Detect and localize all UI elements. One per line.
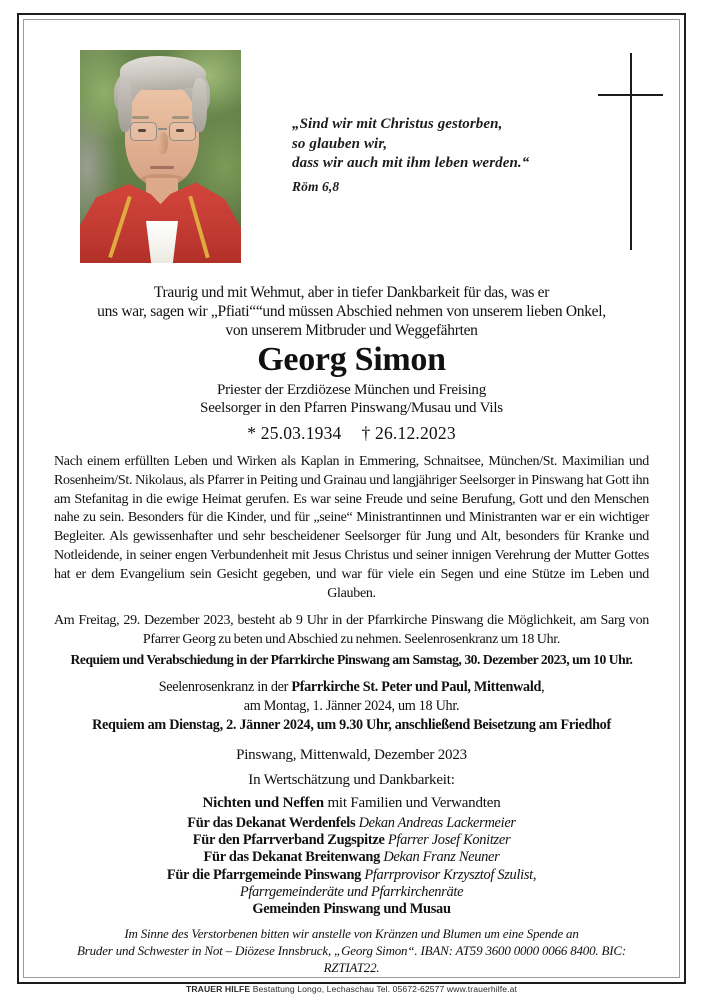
tribute-line: Für den Pfarrverband Zugspitze Pfarrer Josef Konitzer: [192, 832, 511, 849]
funeral-home-brand: TRAUER HILFE: [186, 983, 251, 994]
intro-text: [54, 283, 649, 340]
quote-line: dass wir auch mit ihm leben werden.“: [292, 155, 530, 171]
communities-line: Gemeinden Pinswang und Musau: [252, 900, 451, 917]
place-dateline: Pinswang, Mittenwald, Dezember 2023: [236, 746, 467, 763]
rosary-mittenwald-line: Seelenrosenkranz in der Pfarrkirche St. Peter und Paul, Mittenwald,: [158, 678, 545, 695]
donation-line: Bruder und Schwester in Not – Diözese Innsbruck, „Georg Simon“. IBAN: AT59 3600 0000 0066 8400. BIC: RZTIAT22.: [77, 942, 626, 975]
portrait-glasses-bridge: [158, 128, 167, 130]
requiem-mittenwald-line: Requiem am Dienstag, 2. Jänner 2024, um 9.30 Uhr, anschließend Beisetzung am Friedhof: [92, 716, 611, 733]
portrait-photo: [80, 50, 241, 263]
scripture-quote: [292, 115, 529, 196]
tribute-line: Für das Dekanat Werdenfels Dekan Andreas Lackermeier: [187, 814, 516, 831]
mittenwald-services: [54, 678, 649, 735]
portrait-eye-left: [138, 129, 146, 132]
portrait-eye-right: [176, 129, 184, 132]
intro-line: von unserem Mitbruder und Weggefährten: [225, 322, 478, 339]
card-outer-border: [17, 13, 686, 994]
family-line: [54, 794, 649, 812]
mittenwald-church-name: Pfarrkirche St. Peter und Paul, Mittenwald: [291, 678, 542, 695]
tribute-list: [54, 815, 649, 918]
donation-line: Im Sinne des Verstorbenen bitten wir anstelle von Kränzen und Blumen um eine Spende an: [124, 926, 579, 942]
quote-line: so glauben wir,: [292, 135, 388, 152]
life-dates: [54, 422, 649, 444]
viewing-paragraph: Am Freitag, 29. Dezember 2023, besteht ab 9 Uhr in der Pfarrkirche Pinswang die Möglichkeit, am Sarg von Pfarrer Georg zu beten und Abschied zu nehmen. Seelenrosenkranz um 18 Uhr.: [54, 613, 649, 648]
deceased-title-line: Priester der Erzdiözese München und Freising: [216, 382, 487, 398]
funeral-home-details: Bestattung Longo, Lechaschau Tel. 05672-62577 www.trauerhilfe.at: [250, 983, 517, 994]
donation-note: [54, 926, 649, 976]
gratitude-line: In Wertschätzung und Dankbarkeit:: [248, 771, 455, 788]
portrait-eyebrow-right: [172, 116, 189, 119]
rosary-mittenwald-time: am Montag, 1. Jänner 2024, um 18 Uhr.: [243, 697, 460, 714]
portrait-mouth: [150, 166, 174, 169]
deceased-name: Georg Simon: [257, 341, 446, 378]
tribute-line: Für das Dekanat Breitenwang Dekan Franz Neuner: [203, 849, 500, 866]
portrait-eyebrow-left: [132, 116, 149, 119]
card-inner-border: [23, 19, 680, 994]
quote-line: „Sind wir mit Christus gestorben,: [292, 116, 503, 132]
cross-horizontal-bar: [598, 94, 663, 96]
intro-line: uns war, sagen wir „Pfiati““und müssen Abschied nehmen von unserem lieben Onkel,: [97, 303, 606, 320]
portrait-white-collar: [146, 221, 178, 263]
portrait-nose: [156, 132, 168, 154]
council-line: Pfarrgemeinderäte und Pfarrkirchenräte: [239, 883, 464, 900]
family-bold: Nichten und Neffen: [202, 794, 324, 811]
cross-vertical-bar: [630, 53, 632, 250]
funeral-home-footer: [54, 984, 649, 994]
deceased-title-line: Seelsorger in den Pfarren Pinswang/Musau und Vils: [200, 400, 503, 416]
tribute-line: Für die Pfarrgemeinde Pinswang Pfarrprovisor Krzysztof Szulist,: [166, 866, 537, 883]
birth-date: * 25.03.1934: [247, 423, 342, 443]
memorial-card: [24, 20, 679, 994]
requiem-pinswang-line: Requiem und Verabschiedung in der Pfarrkirche Pinswang am Samstag, 30. Dezember 2023, um 10 Uhr.: [70, 651, 633, 667]
header-row: [54, 20, 649, 262]
quote-reference: Röm 6,8: [292, 178, 340, 194]
obituary-paragraph: Nach einem erfüllten Leben und Wirken als Kaplan in Emmering, Schnaitsee, München/St. Maximilian und Rosenheim/St. Nikolaus, als Pfarrer in Peiting und Grainau und langjähriger Seelsorger in Pinswang hat Gott ihn am Stefanitag in die ewige Heimat gerufen. Es war seine Freude und seine Berufung, Gott und den Menschen nahe zu sein. Besonders für die Kinder, und für „seine“ Ministrantinnen und Ministranten war er ein wichtiger Begleiter. Als gewissenhafter und sehr bescheidener Seelsorger für Jung und Alt, besonders für Kranke und Notleidende, in seiner engen Verbundenheit mit Jesus Christus und seiner innigen Verehrung der Mutter Gottes hat er dem Evangelium sein Gesicht gegeben, und war für viele ein Segen und eine Stütze im Leben und Glauben.: [54, 454, 649, 601]
deceased-titles: [54, 381, 649, 417]
family-rest: mit Familien und Verwandten: [323, 794, 501, 811]
death-date: † 26.12.2023: [361, 423, 456, 443]
intro-line: Traurig und mit Wehmut, aber in tiefer Dankbarkeit für das, was er: [153, 284, 550, 301]
